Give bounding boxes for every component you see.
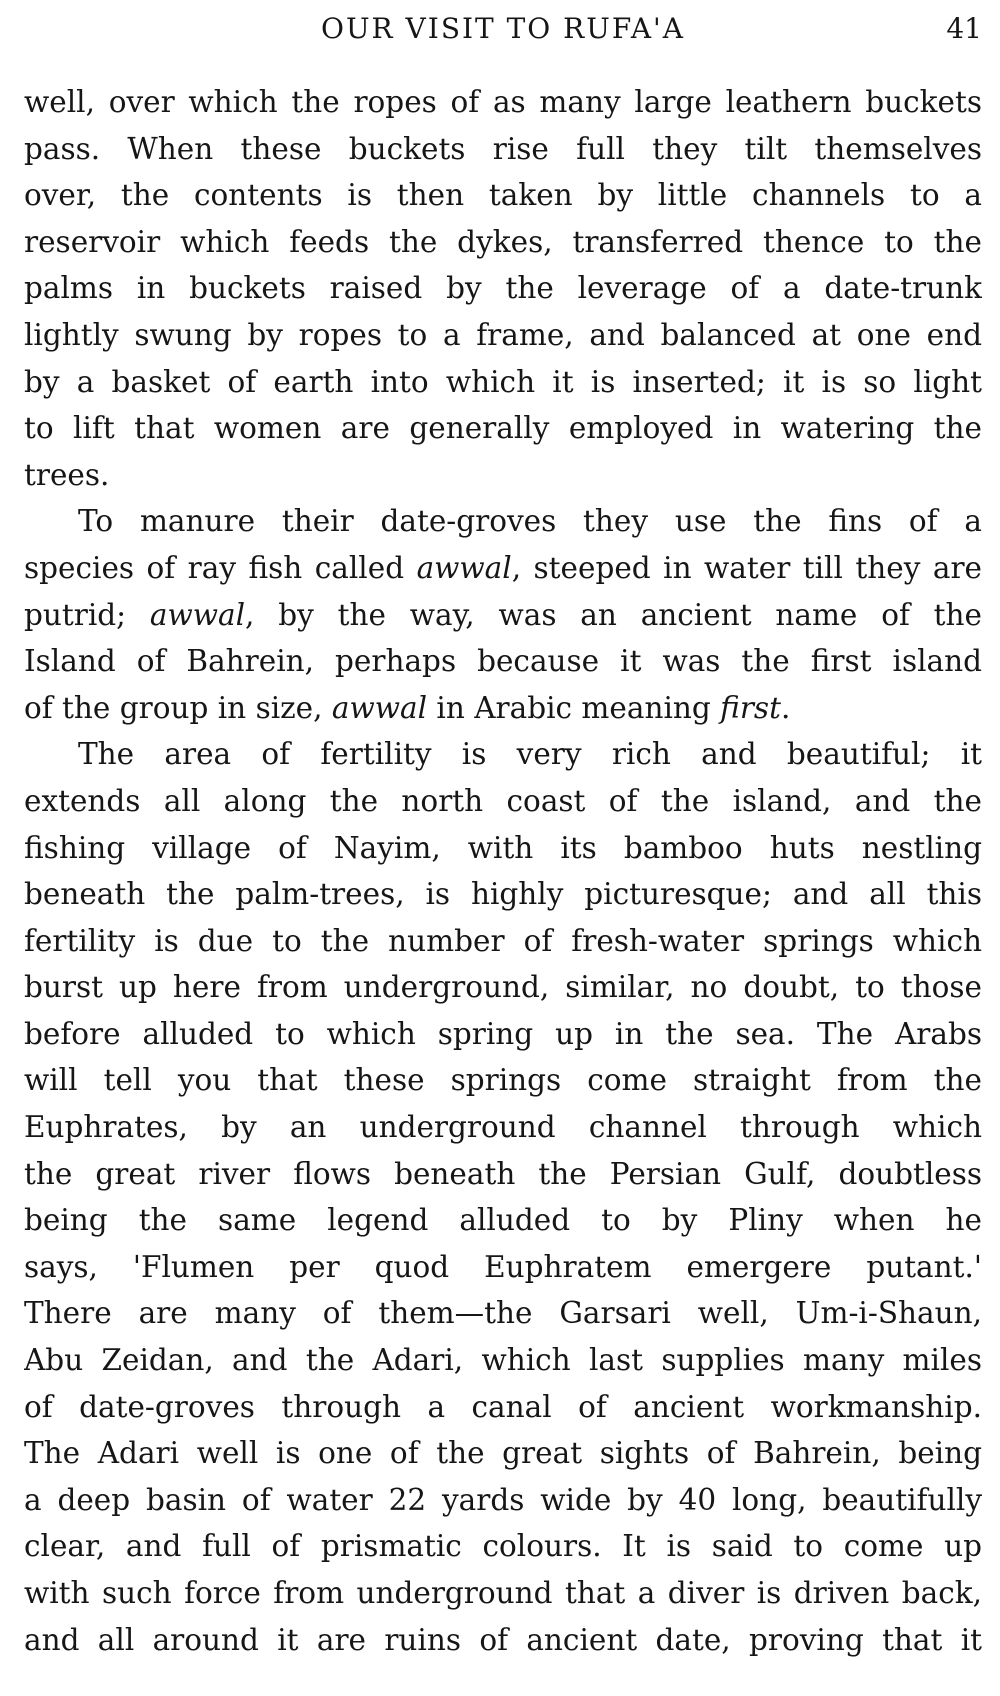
paragraph [24,498,982,731]
text-line: putrid; awwal, by the way, was an ancient name of the [24,597,982,632]
text-line: lightly swung by ropes to a frame, and balanced at one end [24,317,982,352]
text-line: of the group in size, awwal in Arabic meaning first. [24,690,791,725]
text-line: well, over which the ropes of as many large leathern buckets [24,85,982,119]
text-line: To manure their date-groves they use the fins of a [78,504,982,539]
text-line: burst up here from underground, similar, no doubt, to those [24,970,982,1005]
page-number: 41 [946,12,982,45]
text-line: There are many of them—the Garsari well, Um-i-Shaun, [24,1296,982,1331]
text-line: The Adari well is one of the great sights of Bahrein, being [24,1436,982,1471]
text-line: pass. When these buckets rise full they tilt themselves [24,131,982,166]
text-line: with such force from underground that a diver is driven back, [24,1576,982,1610]
paragraph [24,79,982,498]
text-line: beneath the palm-trees, is highly picturesque; and all this [24,877,982,912]
text-line: fishing village of Nayim, with its bamboo huts nestling [24,830,982,865]
text-line: to lift that women are generally employed in watering the [24,411,982,446]
text-line: being the same legend alluded to by Pliny when he [24,1203,982,1238]
text-line: of date-groves through a canal of ancient workmanship. [24,1389,982,1424]
paragraph [24,731,982,1663]
text-line: palms in buckets raised by the leverage of a date-trunk [24,271,982,306]
text-line: reservoir which feeds the dykes, transferred thence to the [24,224,982,259]
text-line: the great river flows beneath the Persian Gulf, doubtless [24,1156,982,1191]
body-text [24,79,982,1663]
text-line: and all around it are ruins of ancient date, proving that it [24,1622,982,1657]
text-line: a deep basin of water 22 yards wide by 40 long, beautifully [24,1482,982,1517]
text-line: clear, and full of prismatic colours. It is said to come up [24,1529,982,1564]
running-title: OUR VISIT TO RUFA'A [321,12,685,45]
text-line: fertility is due to the number of fresh-water springs which [24,923,982,958]
text-line: The area of fertility is very rich and beautiful; it [78,737,982,772]
text-line: over, the contents is then taken by little channels to a [24,178,982,213]
text-line: species of ray fish called awwal, steeped in water till they are [24,550,982,585]
text-line: before alluded to which spring up in the sea. The Arabs [24,1016,982,1051]
text-line: trees. [24,457,110,492]
text-line: by a basket of earth into which it is inserted; it is so light [24,364,982,399]
text-line: Island of Bahrein, perhaps because it was the first island [24,644,982,679]
text-line: extends all along the north coast of the island, and the [24,783,982,818]
text-line: Euphrates, by an underground channel through which [24,1110,982,1145]
text-line: Abu Zeidan, and the Adari, which last supplies many miles [24,1343,982,1378]
text-line: will tell you that these springs come straight from the [24,1063,982,1098]
text-line: says, 'Flumen per quod Euphratem emergere putant.' [24,1249,982,1284]
page-header [24,6,982,52]
